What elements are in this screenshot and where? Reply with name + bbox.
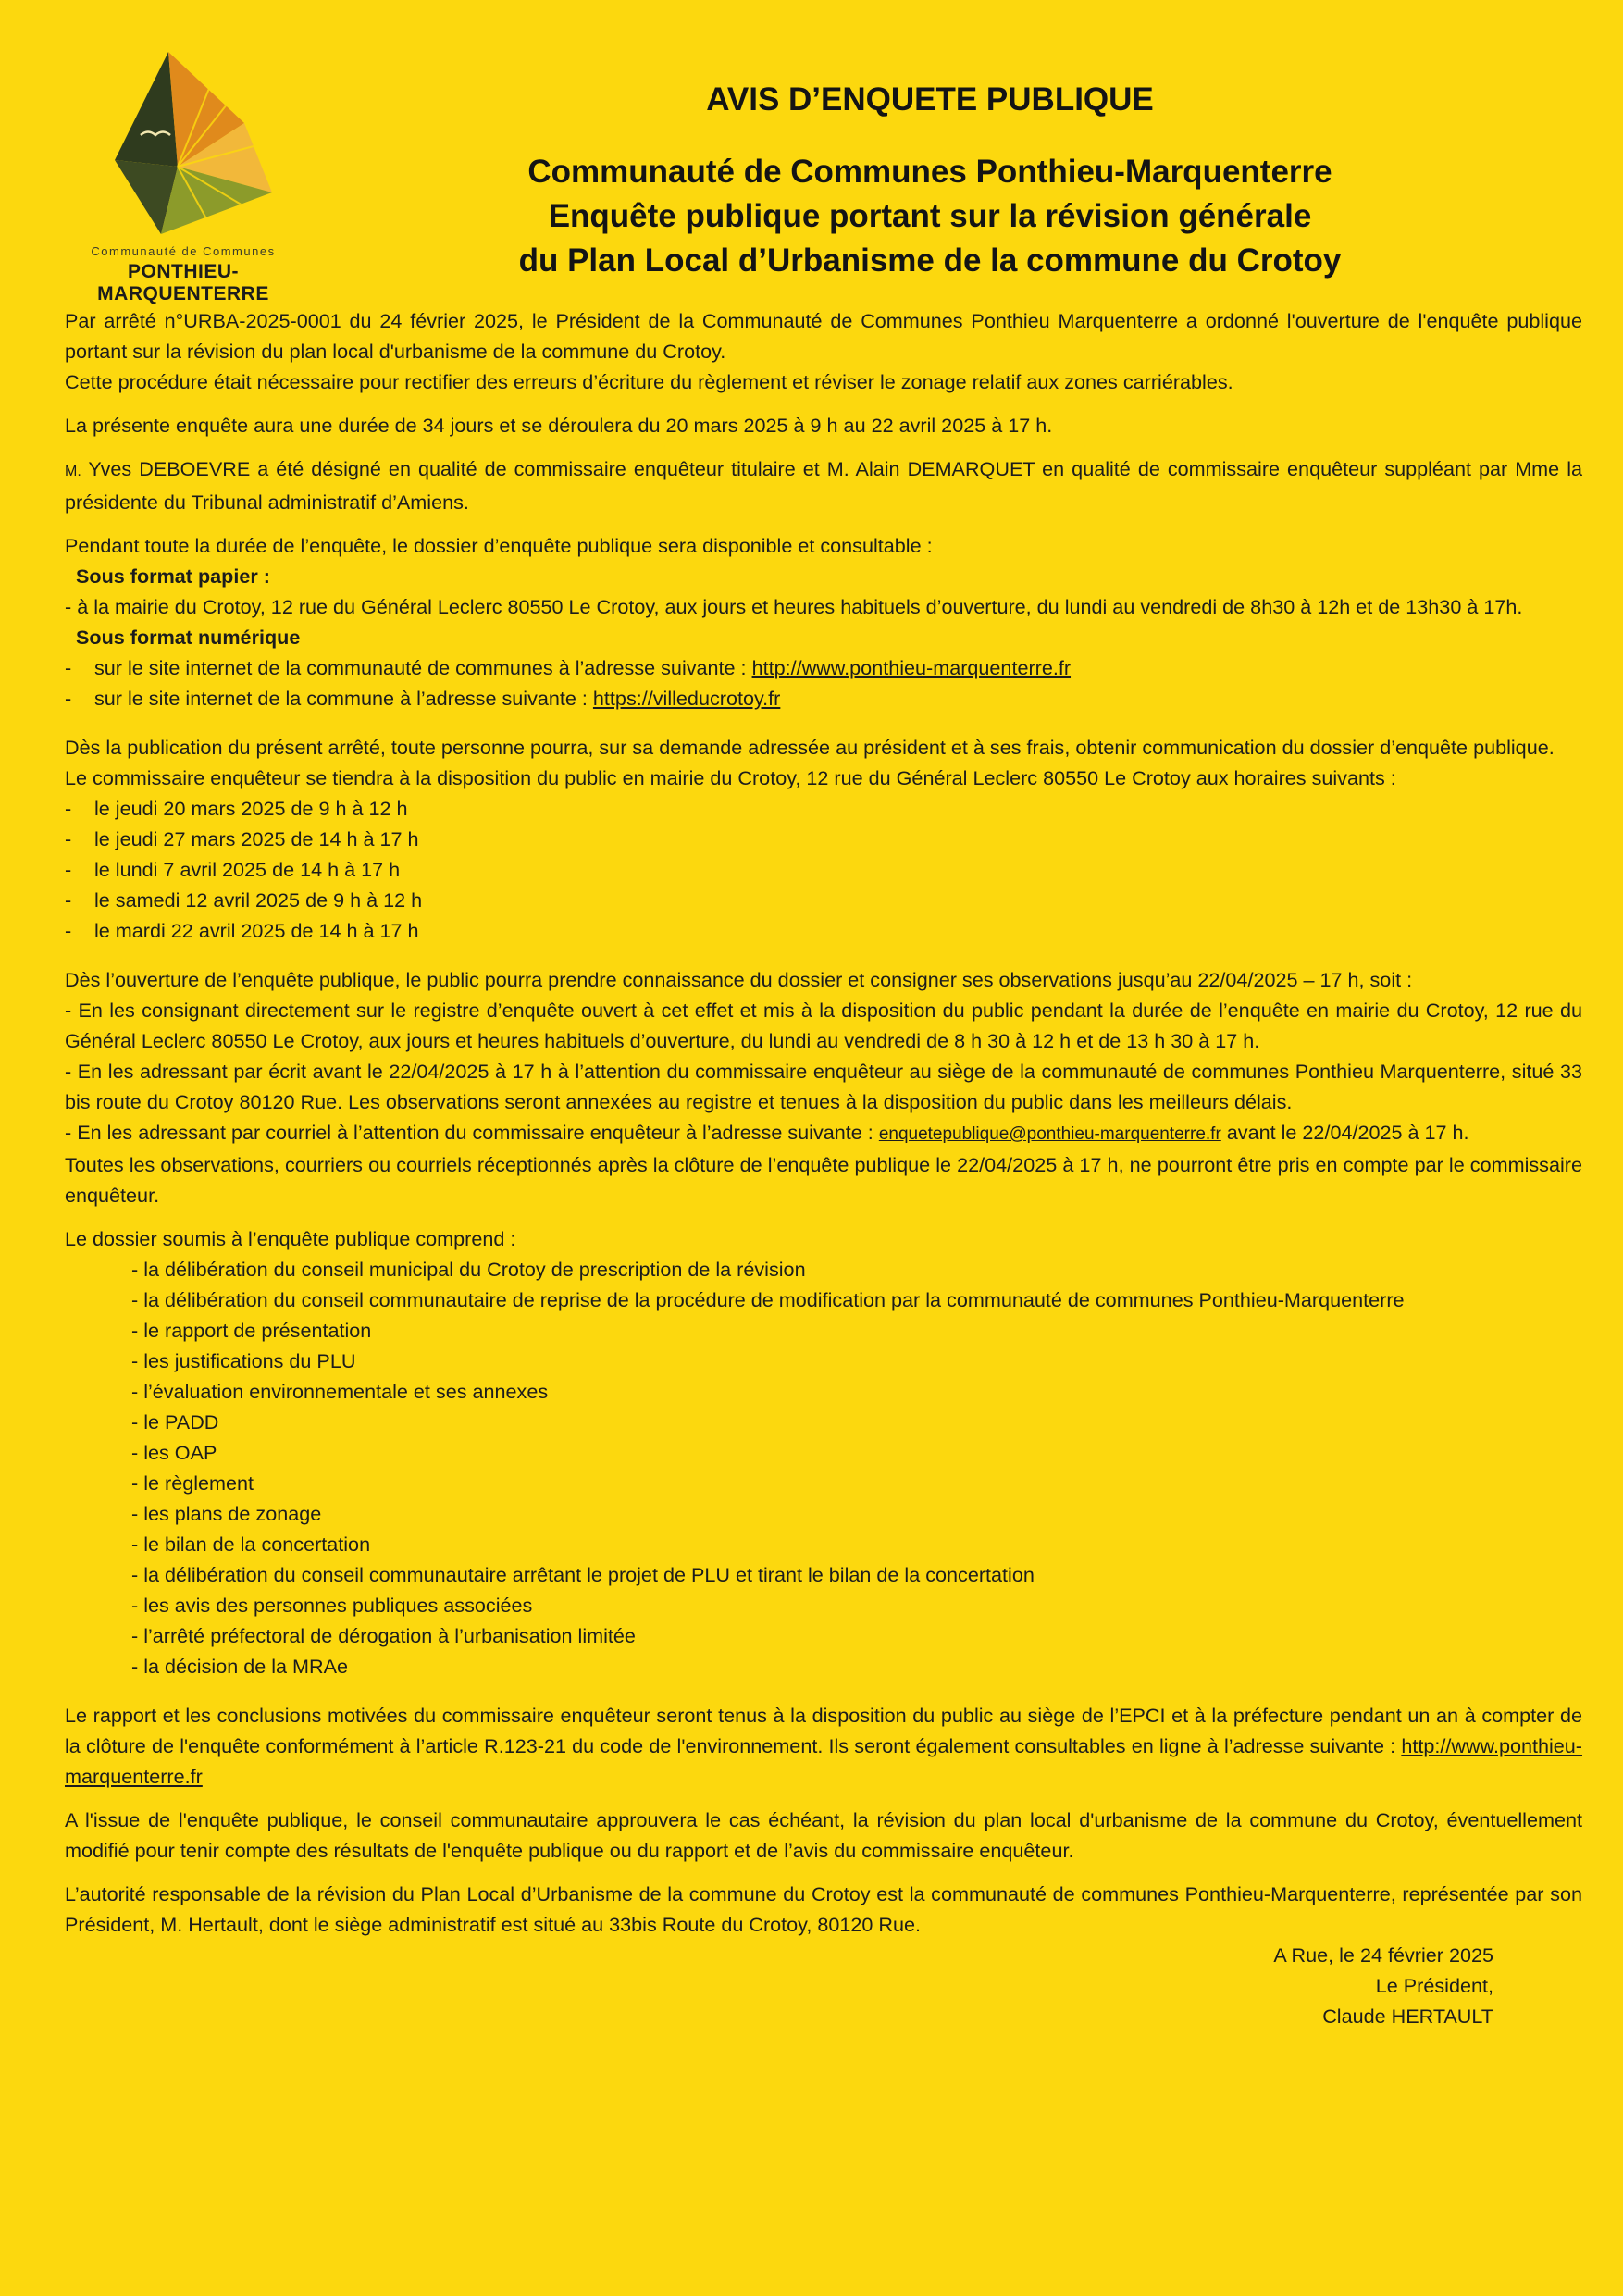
list-item: - le jeudi 27 mars 2025 de 14 h à 17 h <box>65 827 419 850</box>
paragraph: Cette procédure était nécessaire pour rectifier des erreurs d’écriture du règlement et réviser le zonage relatif aux zones carriérables. <box>65 370 1233 393</box>
list-item-text: sur le site internet de la commune à l’adresse suivante : <box>94 687 593 710</box>
paragraph: L’autorité responsable de la révision du Plan Local d’Urbanisme de la commune du Crotoy est la communauté de communes Ponthieu-Marquenterre, représentée par son Président, M. Hertault, dont le siège administratif est situé au 33bis Route du Crotoy, 80120 Rue. <box>65 1882 1582 1936</box>
paragraph: - En les consignant directement sur le registre d’enquête ouvert à cet effet et mis à la disposition du public pendant la durée de l’enquête en mairie du Crotoy, 12 rue du Général Leclerc 80550 Le Crotoy, aux jours et heures habituels d’ouverture, du lundi au vendredi de 8 h 30 à 12 h et de 13 h 30 à 17 h. <box>65 999 1582 1052</box>
page-title: AVIS D’ENQUETE PUBLIQUE <box>706 81 1154 118</box>
list-item: - les justifications du PLU <box>131 1349 356 1372</box>
paragraph: A l'issue de l'enquête publique, le conseil communautaire approuvera le cas échéant, la révision du plan local d'urbanisme de la commune du Crotoy, éventuellement modifié pour tenir compte des résultats de l'enquête publique ou du rapport et de l’avis du commissaire enquêteur. <box>65 1808 1582 1862</box>
paragraph: Dès la publication du présent arrêté, toute personne pourra, sur sa demande adressée au président et à ses frais, obtenir communication du dossier d’enquête publique. <box>65 736 1555 759</box>
subtitle-line: du Plan Local d’Urbanisme de la commune du Crotoy <box>518 242 1342 279</box>
title-prefix: M. <box>65 464 81 479</box>
paragraph: Dès l’ouverture de l’enquête publique, le public pourra prendre connaissance du dossier et consigner ses observations jusqu’au 22/04/2025 – 17 h, soit : <box>65 968 1413 991</box>
list-item: - les OAP <box>131 1441 217 1464</box>
paragraph: Toutes les observations, courriers ou courriels réceptionnés après la clôture de l’enquête publique le 22/04/2025 à 17 h, ne pourront être pris en compte par le commissaire enquêteur. <box>65 1153 1582 1207</box>
list-item: - le mardi 22 avril 2025 de 14 h à 17 h <box>65 919 419 942</box>
logo-name: PONTHIEU-MARQUENTERRE <box>97 261 269 304</box>
paragraph: Par arrêté n°URBA-2025-0001 du 24 février 2025, le Président de la Communauté de Communes Ponthieu Marquenterre a ordonné l'ouverture de l'enquête publique portant sur la révision du plan local d'urbanisme de la commune du Crotoy. <box>65 309 1582 363</box>
signature-name: Claude HERTAULT <box>1322 2004 1493 2028</box>
subtitle-line: Enquête publique portant sur la révision générale <box>548 198 1312 234</box>
logo-emblem-icon <box>59 44 309 243</box>
list-item: - les avis des personnes publiques associées <box>131 1594 533 1617</box>
website-link[interactable]: http://www.ponthieu-marquenterre.fr <box>751 656 1072 679</box>
section-heading: Sous format numérique <box>76 626 301 649</box>
paragraph <box>65 453 1582 517</box>
logo <box>54 44 331 304</box>
list-item: - le jeudi 20 mars 2025 de 9 h à 12 h <box>65 797 408 820</box>
list-item: - la délibération du conseil municipal du Crotoy de prescription de la révision <box>131 1258 806 1281</box>
list-item: - l’évaluation environnementale et ses annexes <box>131 1380 549 1403</box>
list-item: - sur le site internet de la communauté de communes à l’adresse suivante : http://www.ponthieu-marquenterre.fr <box>65 656 1072 679</box>
list-item: - le samedi 12 avril 2025 de 9 h à 12 h <box>65 888 423 912</box>
paragraph: Le dossier soumis à l’enquête publique comprend : <box>65 1227 516 1250</box>
list-item: - le rapport de présentation <box>131 1319 372 1342</box>
paragraph: Pendant toute la durée de l’enquête, le dossier d’enquête publique sera disponible et consultable : <box>65 534 933 557</box>
email-link[interactable]: enquetepublique@ponthieu-marquenterre.fr <box>878 1124 1221 1144</box>
signature-place-date: A Rue, le 24 février 2025 <box>1273 1943 1493 1967</box>
list-item: - la délibération du conseil communautaire de reprise de la procédure de modification par la communauté de communes Ponthieu-Marquenterre <box>131 1288 1405 1311</box>
notice-body <box>65 305 1582 2031</box>
signature-role: Le Président, <box>1375 1974 1493 1997</box>
list-item: - les plans de zonage <box>131 1502 322 1525</box>
paragraph: Le commissaire enquêteur se tiendra à la disposition du public en mairie du Crotoy, 12 rue du Général Leclerc 80550 Le Crotoy aux horaires suivants : <box>65 766 1396 789</box>
list-item: - la délibération du conseil communautaire arrêtant le projet de PLU et tirant le bilan de la concertation <box>131 1563 1035 1586</box>
list-item: - le bilan de la concertation <box>131 1533 371 1556</box>
website-link[interactable]: http://www.ponthieu-marquenterre.fr <box>65 1734 1582 1788</box>
list-item: - le règlement <box>131 1471 254 1495</box>
subtitle-line: Communauté de Communes Ponthieu-Marquenterre <box>527 154 1332 190</box>
list-item: - sur le site internet de la commune à l’adresse suivante : https://villeducrotoy.fr <box>65 687 781 710</box>
page-subtitle <box>361 150 1499 283</box>
paragraph-text: Yves DEBOEVRE a été désigné en qualité de commissaire enquêteur titulaire et M. Alain DEMARQUET en qualité de commissaire enquêteur suppléant par Mme la présidente du Tribunal administratif d’Amiens. <box>65 457 1582 514</box>
list-item: - la décision de la MRAe <box>131 1655 349 1678</box>
list-item: - le PADD <box>131 1410 219 1433</box>
website-link[interactable]: https://villeducrotoy.fr <box>592 687 781 710</box>
paragraph: - En les adressant par écrit avant le 22/04/2025 à 17 h à l’attention du commissaire enquêteur au siège de la communauté de communes Ponthieu Marquenterre, situé 33 bis route du Crotoy 80120 Rue. Les observations seront annexées au registre et tenues à la disposition du public dans les meilleurs délais. <box>65 1060 1582 1113</box>
section-heading: Sous format papier : <box>76 565 270 588</box>
list-item: - le lundi 7 avril 2025 de 14 h à 17 h <box>65 858 401 881</box>
paragraph: Le rapport et les conclusions motivées du commissaire enquêteur seront tenus à la disposition du public au siège de l’EPCI et à la préfecture pendant un an à compter de la clôture de l'enquête conformément à l’article R.123-21 du code de l'environnement. Ils seront également consultables en ligne à l’adresse suivante : http://www.ponthieu-marquenterre.fr <box>65 1704 1582 1788</box>
list-item-text: sur le site internet de la communauté de communes à l’adresse suivante : <box>94 656 752 679</box>
list-item: - l’arrêté préfectoral de dérogation à l’urbanisation limitée <box>131 1624 636 1647</box>
logo-subtitle: Communauté de Communes <box>91 244 276 258</box>
paragraph: La présente enquête aura une durée de 34 jours et se déroulera du 20 mars 2025 à 9 h au 22 avril 2025 à 17 h. <box>65 414 1053 437</box>
paragraph: - En les adressant par courriel à l’attention du commissaire enquêteur à l’adresse suivante : enquetepublique@ponthieu-marquenterre.fr avant le 22/04/2025 à 17 h. <box>65 1121 1469 1144</box>
paragraph: - à la mairie du Crotoy, 12 rue du Général Leclerc 80550 Le Crotoy, aux jours et heures habituels d’ouverture, du lundi au vendredi de 8h30 à 12h et de 13h30 à 17h. <box>65 595 1523 618</box>
